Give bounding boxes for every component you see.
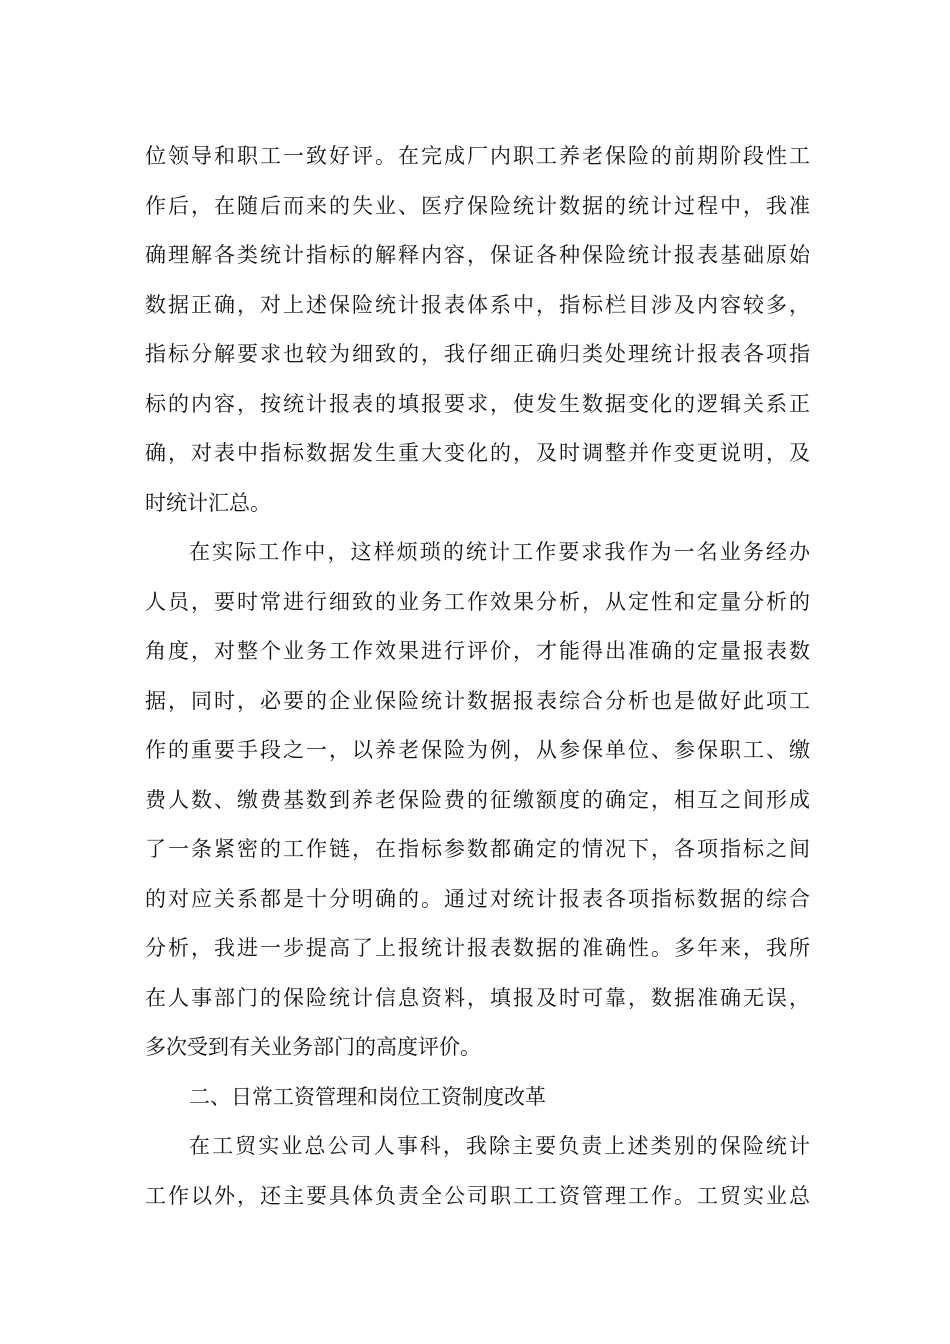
text-line: 在人事部门的保险统计信息资料，填报及时可靠，数据准确无误，	[145, 985, 810, 1010]
text-line: 的对应关系都是十分明确的。通过对统计报表各项指标数据的综合	[145, 886, 810, 911]
paragraph-first-line: 在实际工作中，这样烦琐的统计工作要求我作为一名业务经办	[189, 540, 810, 564]
text-line: 分析，我进一步提高了上报统计报表数据的准确性。多年来，我所	[145, 936, 810, 960]
text-line: 作的重要手段之一，以养老保险为例，从参保单位、参保职工、缴	[145, 738, 810, 762]
text-line: 指标分解要求也较为细致的，我仔细正确归类处理统计报表各项指	[145, 342, 810, 366]
text-line: 了一条紧密的工作链，在指标参数都确定的情况下，各项指标之间	[145, 837, 810, 861]
text-line: 角度，对整个业务工作效果进行评价，才能得出准确的定量报表数	[145, 639, 810, 663]
text-line: 确理解各类统计指标的解释内容，保证各种保险统计报表基础原始	[145, 243, 810, 267]
text-line: 位领导和职工一致好评。在完成厂内职工养老保险的前期阶段性工	[145, 144, 810, 168]
text-line: 数据正确，对上述保险统计报表体系中，指标栏目涉及内容较多，	[145, 292, 810, 317]
text-line: 作后，在随后而来的失业、医疗保险统计数据的统计过程中，我准	[145, 193, 810, 218]
text-line: 人员，要时常进行细致的业务工作效果分析，从定性和定量分析的	[145, 589, 810, 614]
paragraph-first-line: 二、日常工资管理和岗位工资制度改革	[189, 1084, 546, 1109]
text-line: 据，同时，必要的企业保险统计数据报表综合分析也是做好此项工	[145, 688, 810, 713]
text-line: 确，对表中指标数据发生重大变化的，及时调整并作变更说明，及	[145, 441, 810, 465]
text-line: 时统计汇总。	[145, 490, 271, 515]
document-body	[145, 132, 810, 1221]
text-line: 多次受到有关业务部门的高度评价。	[145, 1035, 481, 1059]
text-line: 工作以外，还主要具体负责全公司职工工资管理工作。工贸实业总	[145, 1183, 810, 1208]
text-line: 费人数、缴费基数到养老保险费的征缴额度的确定，相互之间形成	[145, 787, 810, 812]
text-line: 标的内容，按统计报表的填报要求，使发生数据变化的逻辑关系正	[145, 391, 810, 416]
paragraph-first-line: 在工贸实业总公司人事科，我除主要负责上述类别的保险统计	[189, 1134, 810, 1158]
